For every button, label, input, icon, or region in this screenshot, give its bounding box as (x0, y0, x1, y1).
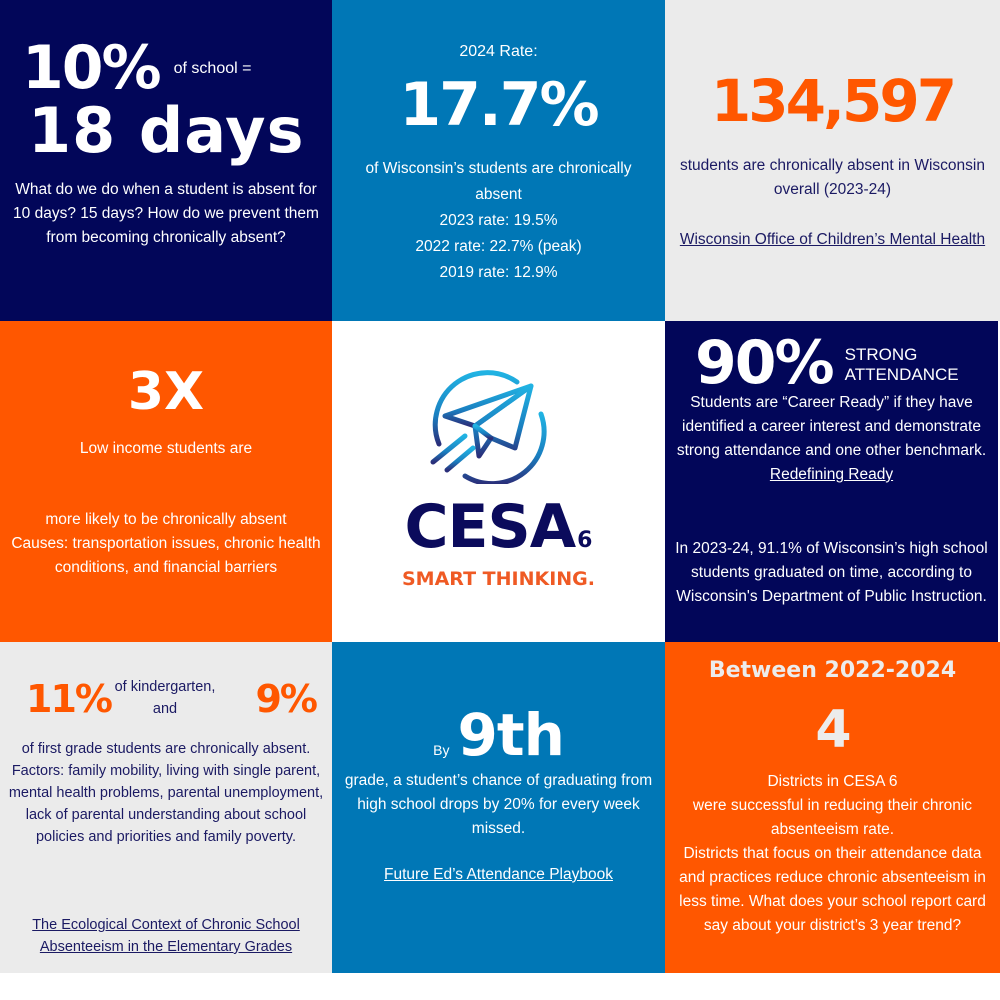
career-ready-text: Students are “Career Ready” if they have identified a career interest and demonstrate strong attendance and one other benchmark. (676, 394, 987, 459)
career-ready-header (695, 328, 959, 398)
rate-label: 2024 Rate: (459, 43, 538, 60)
tile-student-count (665, 0, 1000, 321)
early-grades-text: of first grade students are chronically absent. (21, 741, 311, 757)
cesa-wordmark (332, 492, 665, 562)
districts-line1: Districts in CESA 6 (767, 773, 898, 790)
student-count-description: students are chronically absent in Wisconsin overall (2023-24) (680, 157, 985, 198)
districts-description (671, 770, 994, 938)
stat-label-line1: STRONG (844, 345, 918, 364)
stat-three-x: 3X (127, 362, 205, 422)
tile-early-grades (0, 642, 332, 973)
rate-description-text: of Wisconsin’s students are chronically absent (365, 160, 632, 203)
ninth-prefix: By (433, 742, 450, 758)
stat-districts: 4 (815, 700, 850, 760)
question-text: What do we do when a student is absent for 10 days? 15 days? How do we prevent them from becoming chronically absent? (13, 181, 319, 246)
rate-history-2022: 2022 rate: 22.7% (peak) (415, 238, 582, 255)
stat-label-line2: ATTENDANCE (844, 365, 959, 384)
source-link-ecological-context[interactable]: The Ecological Context of Chronic School Absenteeism in the Elementary Grades (32, 917, 300, 955)
stat-label (845, 345, 959, 385)
graduation-text: In 2023-24, 91.1% of Wisconsin’s high school students graduated on time, according to Wisconsin's Department of Public Instruction. (675, 540, 988, 605)
logo-tagline: SMART THINKING. (402, 568, 595, 590)
early-grades-description (8, 738, 324, 848)
tile-low-income (0, 321, 332, 642)
tile-school-days (0, 0, 332, 321)
rate-history-2019: 2019 rate: 12.9% (439, 264, 558, 281)
low-income-line1: Low income students are (79, 440, 253, 457)
tile-districts (665, 642, 1000, 973)
stat-kindergarten: 11% (26, 677, 111, 721)
tile-ninth-grade (332, 642, 665, 973)
tile-logo (332, 321, 665, 642)
kindergarten-label: of kindergarten, and (114, 679, 216, 717)
stat-student-count: 134,597 (710, 67, 955, 135)
ninth-grade-header (332, 701, 665, 769)
rate-description (344, 156, 653, 286)
paper-plane-icon (429, 364, 549, 484)
school-days-header (22, 33, 252, 103)
wordmark-number: 6 (577, 528, 593, 553)
stat-ninety-percent: 90% (695, 328, 833, 398)
early-grades-factors: Factors: family mobility, living with single parent, mental health problems, parental unemployment, lack of parental understanding about school policies and priorities and family poverty. (8, 763, 324, 845)
ninth-grade-description: grade, a student’s chance of graduating from high school drops by 20% for every week missed. (344, 772, 653, 837)
wordmark-text: CESA (404, 492, 576, 562)
stat-suffix: of school = (173, 60, 252, 77)
source-link-attendance-playbook[interactable]: Future Ed’s Attendance Playbook (384, 866, 613, 883)
rate-history-2023: 2023 rate: 19.5% (439, 212, 558, 229)
tile-career-ready (665, 321, 998, 642)
districts-heading: Between 2022-2024 (708, 658, 957, 683)
source-link-childrens-mental-health[interactable]: Wisconsin Office of Children’s Mental Health (679, 231, 986, 248)
low-income-details (8, 508, 324, 580)
districts-line2: were successful in reducing their chronic absenteeism rate. (692, 797, 973, 838)
stat-ten-percent: 10% (22, 33, 160, 103)
career-ready-description (671, 391, 992, 487)
low-income-causes: Causes: transportation issues, chronic health conditions, and financial barriers (11, 535, 321, 576)
stat-ninth: 9th (457, 701, 564, 769)
stat-2024-rate: 17.7% (399, 70, 598, 140)
stat-eighteen-days: 18 days (28, 94, 305, 167)
stat-first-grade: 9% (255, 677, 316, 721)
low-income-line2: more likely to be chronically absent (45, 511, 287, 528)
source-link-redefining-ready[interactable]: Redefining Ready (769, 466, 894, 483)
districts-line3: Districts that focus on their attendance data and practices reduce chronic absenteeism in less time. What does your school report card say about your district’s 3 year trend? (679, 845, 986, 934)
tile-state-rate (332, 0, 665, 321)
